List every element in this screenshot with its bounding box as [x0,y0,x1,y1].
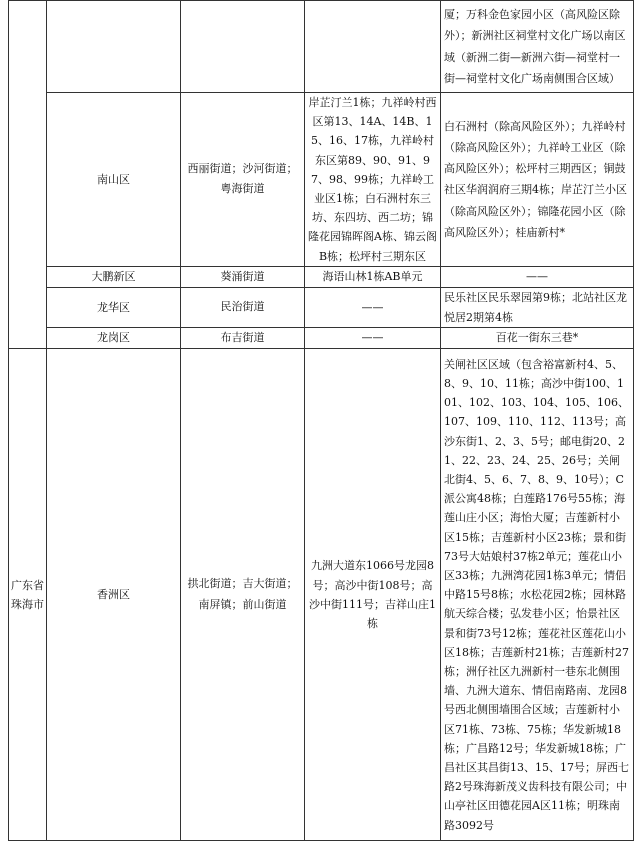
city-cell [9,1,47,349]
low-risk-cell: 民乐社区民乐翠园第9栋；北站社区龙悦居2期第4栋 [441,288,634,327]
streets-cell: 西丽街道；沙河街道；粤海街道 [181,93,305,267]
streets-cell: 拱北街道；吉大街道；南屏镇；前山街道 [181,349,305,841]
district-cell: 香洲区 [47,349,181,841]
table-row [9,349,634,841]
table-row [9,93,634,267]
mid-risk-cell: —— [305,288,441,327]
mid-risk-cell: 九洲大道东1066号龙园8号；高沙中街108号；高沙中街111号；吉祥山庄1栋 [305,349,441,841]
city-cell: 广东省珠海市 [9,349,47,841]
streets-cell [181,1,305,93]
mid-risk-cell: 岸芷汀兰1栋；九祥岭村西区第13、14A、14B、15、16、17栋，九祥岭村东区第89、90、91、97、98、99栋；九祥岭工业区1栋；白石洲村东三坊、东四坊、西二坊；锦隆花园锦晖阁A栋、锦云阁B栋；松坪村三期东区 [305,93,441,267]
mid-risk-cell: —— [305,327,441,349]
district-cell: 龙岗区 [47,327,181,349]
low-risk-cell: 白石洲村（除高风险区外）；九祥岭村（除高风险区外）；九祥岭工业区（除高风险区外）；松坪村三期西区；铜鼓社区华润润府三期4栋；岸芷汀兰小区（除高风险区外）；锦隆花园小区（除高风险区外）；桂庙新村* [441,93,634,267]
low-risk-cell: 百花一街东三巷* [441,327,634,349]
streets-cell: 民治街道 [181,288,305,327]
low-risk-cell: 厦；万科金色家园小区（高风险区除外）；新洲社区祠堂村文化广场以南区域（新洲二街—新洲六街—祠堂村一街—祠堂村文化广场南侧围合区域） [441,1,634,93]
table-row [9,288,634,327]
risk-area-table [8,0,634,841]
district-cell: 大鹏新区 [47,266,181,288]
district-cell: 南山区 [47,93,181,267]
low-risk-cell: 关闸社区区域（包含裕富新村4、5、8、9、10、11栋；高沙中街100、101、102、103、104、105、106、107、109、110、112、113号；高沙东街1、2、3、5号；邮电街20、21、22、23、24、25、26号；关闸北街4、5、6、7、8、9、10号）；C派公寓48栋；白莲路176号55栋；海莲山庄小区；海怡大厦；吉莲新村小区15栋；吉莲新村小区23栋；景和街73号大姑娘村37栋2单元；莲花山小区33栋；九洲湾花园1栋3单元；情侣中路15号8栋；水松花园2栋；园林路航天综合楼；弘发巷小区；怡景社区景和街73号12栋；莲花社区莲花山小区18栋；吉莲新村21栋；吉莲新村27栋；洲仔社区九洲新村一巷东北侧围墙、九洲大道东、情侣南路南、龙园8号西北侧围墙围合区域；吉莲新村小区71栋、73栋、75栋；华发新城18栋；广昌路12号；华发新城18栋；广昌社区其昌街13、15、17号；屏西七路2号珠海新茂义齿科技有限公司；中山亭社区田德花园A区11栋；明珠南路3092号 [441,349,634,841]
streets-cell: 葵涌街道 [181,266,305,288]
streets-cell: 布吉街道 [181,327,305,349]
table-row [9,266,634,288]
district-cell [47,1,181,93]
mid-risk-cell [305,1,441,93]
low-risk-cell: —— [441,266,634,288]
table-row [9,1,634,93]
table-row [9,327,634,349]
mid-risk-cell: 海语山林1栋AB单元 [305,266,441,288]
district-cell: 龙华区 [47,288,181,327]
